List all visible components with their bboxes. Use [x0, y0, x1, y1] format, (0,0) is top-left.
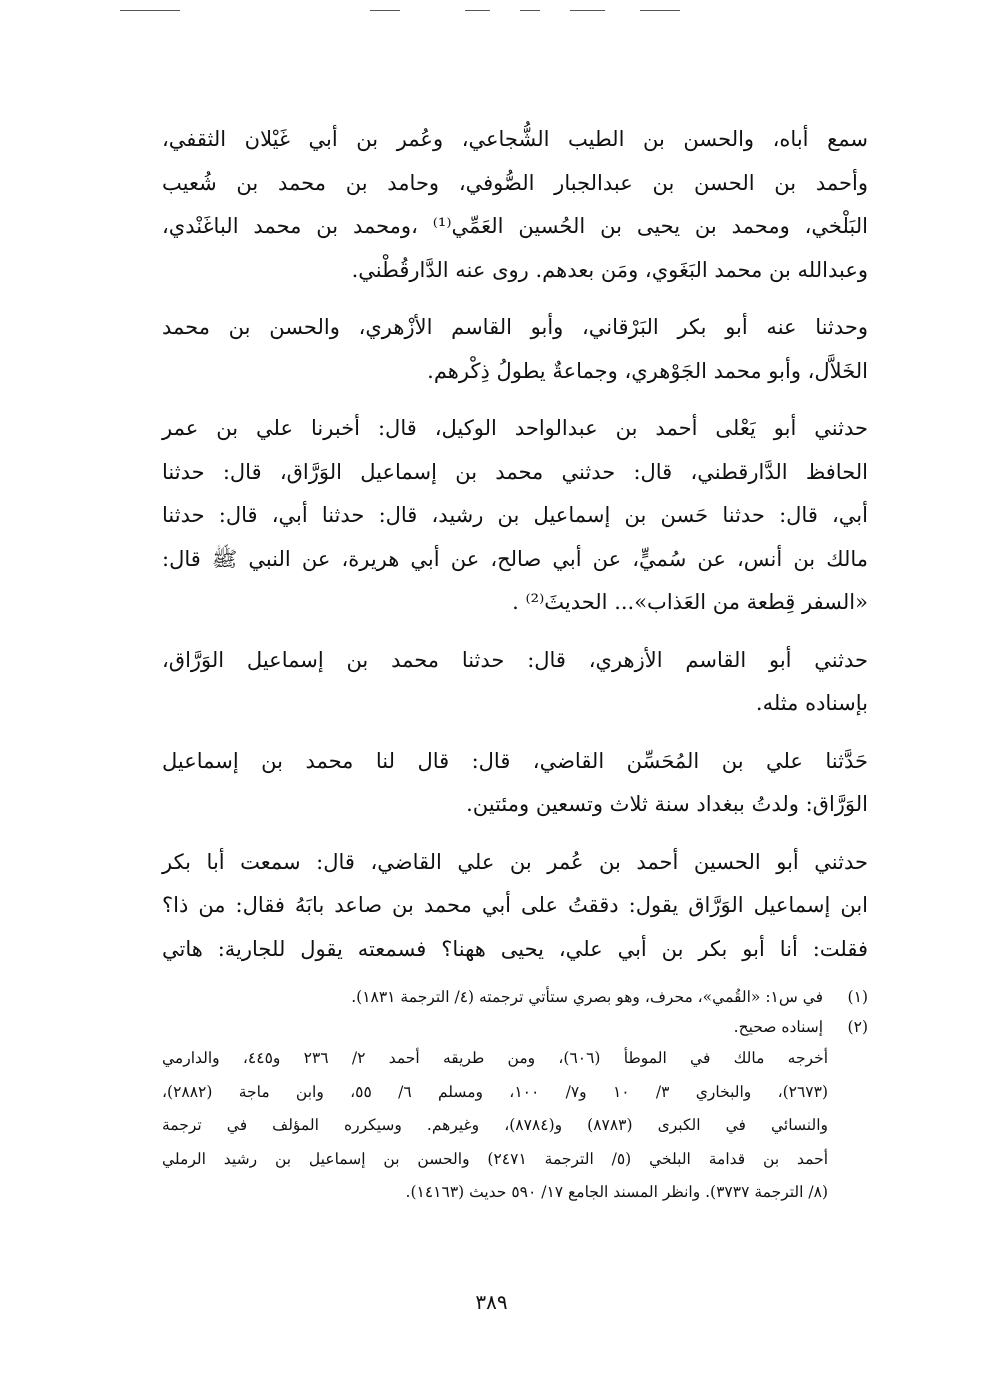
text-line: الحافظ الدَّارقطني، قال: حدثني محمد بن إسماعيل الوَرَّاق، قال: حدثنا — [162, 459, 868, 484]
footnotes — [162, 982, 868, 1210]
footnote-number: (٢) — [847, 1018, 868, 1036]
text-line: حدثني أبو يَعْلى أحمد بن عبدالواحد الوكيل، قال: أخبرنا علي بن عمر — [162, 416, 868, 440]
footnote-line: (٢٦٧٣)، والبخاري ٣/ ١٠ و٧/ ١٠٠، ومسلم ٦/ ٥٥، وابن ماجة (٢٨٨٢)، — [162, 1082, 829, 1101]
paragraph-1 — [162, 118, 868, 292]
paragraph-4 — [162, 639, 868, 726]
text-line: وأحمد بن الحسن بن عبدالجبار الصُّوفي، وحامد بن محمد بن شُعيب — [162, 170, 868, 195]
text-line: وعبدالله بن محمد البَغَوي، ومَن بعدهم. روى عنه الدَّارقُطْني. — [351, 257, 868, 282]
text-line: مالك بن أنس، عن سُميٍّ، عن أبي صالح، عن أبي هريرة، عن النبي ﷺ قال: — [162, 546, 868, 571]
paragraph-6 — [162, 841, 868, 972]
footnote-text: في س١: «القُمي»، محرف، وهو بصري ستأتي ترجمته (٤/ الترجمة ١٨٣١). — [351, 988, 824, 1006]
footnote-2 — [162, 1012, 868, 1042]
text-line: حدثني أبو الحسين أحمد بن عُمر بن علي القاضي، قال: سمعت أبا بكر — [162, 849, 868, 874]
text-line: البَلْخي، ومحمد بن يحيى بن الحُسين العَمِّي⁽¹⁾ ،ومحمد بن محمد الباغَنْدي، — [162, 214, 868, 238]
text-line: حدثني أبو القاسم الأزهري، قال: حدثنا محمد بن إسماعيل الوَرَّاق، — [162, 647, 868, 672]
footnote-text: إسناده صحيح. — [733, 1018, 824, 1036]
footnote-line: أخرجه مالك في الموطأ (٦٠٦)، ومن طريقه أحمد ٢/ ٢٣٦ و٤٤٥، والدارمي — [162, 1049, 828, 1067]
footnote-1 — [162, 982, 868, 1012]
top-scan-marks — [120, 6, 840, 14]
text-line: الوَرَّاق: ولدتُ ببغداد سنة ثلاث وتسعين ومئتين. — [466, 792, 868, 816]
footnote-2-body — [162, 1042, 868, 1210]
paragraph-5 — [162, 740, 868, 827]
text-line: وحدثنا عنه أبو بكر البَرْقاني، وأبو القاسم الأزْهري، والحسن بن محمد — [162, 315, 868, 339]
text-line: حَدَّثنا علي بن المُحَسِّن القاضي، قال: قال لنا محمد بن إسماعيل — [162, 748, 868, 773]
text-line: أبي، قال: حدثنا حَسن بن إسماعيل بن رشيد، قال: حدثنا أبي، قال: حدثنا — [162, 503, 868, 527]
footnote-line: (٨/ الترجمة ٣٧٣٧). وانظر المسند الجامع ١٧/ ٥٩٠ حديث (١٤١٦٣). — [405, 1183, 828, 1201]
text-line: بإسناده مثله. — [755, 691, 868, 715]
paragraph-2 — [162, 306, 868, 393]
text-line: ابن إسماعيل الوَرَّاق يقول: دققتُ على أبي محمد بن صاعد بابَهُ فقال: من ذا؟ — [162, 893, 868, 917]
text-line: فقلت: أنا أبو بكر بن أبي علي، يحيى ههنا؟ فسمعته يقول للجارية: هاتي — [162, 936, 868, 961]
text-line: الخَلاَّل، وأبو محمد الجَوْهري، وجماعةٌ يطولُ ذِكْرهم. — [427, 358, 868, 383]
paragraph-3 — [162, 407, 868, 625]
footnote-number: (١) — [847, 988, 868, 1006]
text-line: «السفر قِطعة من العَذاب»... الحديثَ⁽²⁾ . — [512, 590, 868, 614]
footnote-line: أحمد بن قدامة البلخي (٥/ الترجمة ٢٤٧١) والحسن بن إسماعيل بن رشيد الرملي — [162, 1149, 828, 1168]
text-line: سمع أباه، والحسن بن الطيب الشُّجاعي، وعُمر بن أبي غَيْلان الثقفي، — [162, 127, 868, 151]
main-text — [162, 118, 868, 985]
page-number: ٣٨٩ — [475, 1290, 508, 1314]
footnote-line: والنسائي في الكبرى (٨٧٨٣) و(٨٧٨٤)، وغيرهم. وسيكرره المؤلف في ترجمة — [162, 1116, 828, 1134]
